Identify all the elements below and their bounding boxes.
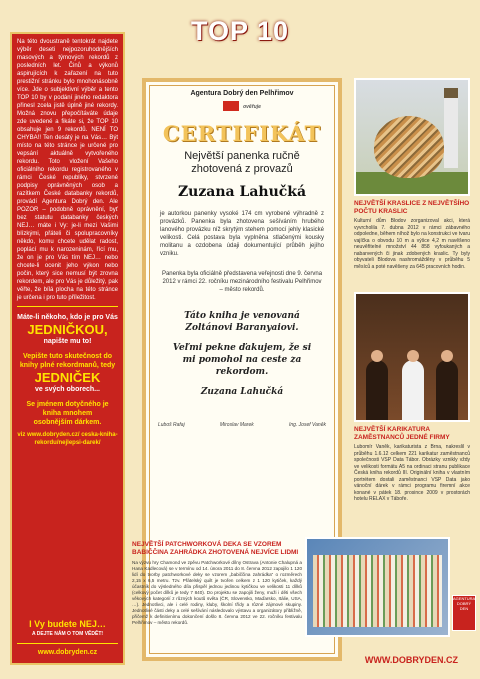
dedication-line: Zoltánovi Baranyaiovi. — [185, 323, 299, 333]
dedication-line: rekordom. — [215, 367, 269, 377]
agency-logo-icon — [223, 101, 239, 111]
divider — [17, 306, 118, 307]
dedication-line: Veľmi pekne ďakujem, že si — [172, 343, 312, 353]
easter-egg-photo — [354, 78, 470, 196]
certificate-body-2: Panenka byla oficiálně představena veřejnosti dne 9. června 2012 v rámci 22. ročníku mezinárodního festivalu Pelhřimov – město rekordů. — [161, 271, 323, 293]
patchwork-photo — [305, 537, 450, 637]
left-bottom-url[interactable]: www.dobryden.cz — [37, 649, 98, 656]
dedication-line: Táto kniha je venovaná — [184, 311, 300, 321]
person — [402, 360, 424, 420]
record-holder-name: Zuzana Lahučká — [177, 184, 307, 200]
certificate-word: CERTIFIKÁT — [162, 121, 322, 146]
person — [436, 360, 458, 420]
divider — [17, 643, 118, 644]
signature-1: Luboš Rafaj — [158, 422, 185, 428]
article-1-title: NEJVĚTŠÍ KRASLICE Z NEJVĚTŠÍHO POČTU KRASLIC — [354, 200, 470, 215]
certificate-body: je autorkou panenky vysoké 174 cm vyrobené výhradně z provázků. Panenka byla zhotovena sešíváním hrubého lanového provázku níž skrytým stehem pomocí jehly klasické velikosti. Celá postava byla vyplněna stlačenými kousky molitanu a ozdobena údaji dokumentující průběh jejího vzniku. — [160, 211, 324, 257]
person-head — [407, 350, 419, 362]
verified-label: ověřuje — [243, 103, 261, 110]
caricature-photo — [354, 292, 470, 422]
agency-badge: AGENTURA DOBRÝ DEN — [452, 595, 476, 631]
callout-1-big: JEDNIČKOU, — [27, 322, 108, 337]
article-2-title: NEJVĚTŠÍ KARIKATURA ZAMĚSTNANCŮ JEDNÉ FIRMY — [354, 426, 450, 441]
callout-1-tail: napište mu to! — [43, 338, 92, 345]
person-head — [441, 350, 453, 362]
headline-line-1: Největší panenka ručně — [184, 150, 300, 162]
signatures — [158, 422, 326, 428]
signature-2: Miroslav Marek — [219, 422, 254, 428]
person-head — [371, 350, 383, 362]
callout-2-tail: ve svých oborech... — [35, 386, 100, 393]
left-intro-text: Na této dvoustraně tentokrát najdete výběr deseti nejpozoruhodnějších masových a týmových rekordů z posledních let. Činů a výkonů aspirujících k zařazení na tuto prestižní stránku bylo mnohonásobně více. Jde o subjektivní výběr a tento TOP 10 by v podání jiného redaktora přinesl zcela jistě úplně jiné rekordy. Možná znovu přepočítáváte údaje zde uvedené a fikáte si, že TOP 10 obsahuje jen 9 rekordů. NENÍ TO CHYBA!! Ten desátý je na Vás… Být místo na této stránce je určené pro vepsání aktuálně vytvořeného rekordu. Toto vložení Vašeho oficiálního rekordu registrovaného v rámci České republiky, stvrzené podpisy oprávněných osob a razítkem České databanky rekordů, provádí Agentura Dobrý den. Ale POZOR – podobně oprávnění, byť bez statutu databanky českých NEJ… máte i Vy: je-li mezi Vašimi blízkými, přáteli či spolupracovníky někdo, komu chcete udělat radost, poplácí mu k narozeninám, řící mu, že on je pro Vás tím NEJ… nebo chcete-li ocenit jeho výkon nebo počin, který sice nemusí být zrovna rekordem, ale pro Vás je důležitý, pak věřte, že bílá plocha na této stránce je určena i pro tuto příležitost. — [17, 39, 118, 301]
article-3-text: Na výzvu hry Chamond ve zpěvu Patchworkové dílny Ostrava (Antonie Chalupná a Hana Kadlecová) se v termínu od 14. února 2011 do 8. června 2012 zapojilo 1 120 lidí do tvorby patchworkové deky se vzorem „babiččina zahrádka“ o rozměrech 2,15 x 6,5 metru. Tzv. Přátelský quilt je tvořen celkem z 1 120 kytiček, každý účastník do výsledného díla přispěl jednou jedinou kytičkou ve velikosti 11 dílků (celkový počet dílků je tedy 7 840). Do projektu se zapojili ženy, muži i děti všech věkových kategorií z různých koutů světa (ČR, Slovensko, Maďarsko, Itálie, USA, …). Jednotlivci, ale i celé rodiny, kluby, školní třídy a různé zájmové skupiny. Jednotlivé části deky a celé sešívání následovalo výstavu a organizátory přibližně, přičemž k definitivnímu dokončení došlo 8. června 2012 ve 22. ročníku festivalu Pelhřimov – město rekordů. — [132, 560, 302, 625]
certificate-agency — [154, 90, 330, 97]
left-bottom-tail: A DEJTE NÁM O TOM VĚDĚT! — [31, 631, 104, 637]
egg-sculpture — [374, 116, 444, 178]
callout-2 — [17, 352, 118, 394]
church-tower — [444, 88, 458, 168]
headline-line-2: zhotovená z provazů — [191, 163, 293, 175]
left-bottom-slogan: I Vy budete NEJ… — [29, 619, 106, 629]
signature-3: Ing. Josef Vaněk — [288, 422, 326, 428]
patchwork-quilt — [313, 555, 442, 627]
callout-3-big: osobnějším dárkem. — [33, 419, 102, 426]
person — [366, 360, 388, 420]
callout-2-small: Vepište tuto skutečnost do knihy plné rekordmanů, tedy — [19, 353, 116, 369]
article-3-title: NEJVĚTŠÍ PATCHWORKOVÁ DEKA SE VZOREM BABIČČINA ZAHRÁDKA ZHOTOVENÁ NEJVÍCE LIDMI — [132, 541, 299, 556]
dedication-signature: Zuzana Lahučká — [200, 387, 284, 397]
left-bottom — [17, 619, 118, 657]
left-column — [10, 32, 125, 665]
dedication-line: mi pomohol na ceste za — [182, 355, 302, 365]
callout-3 — [17, 400, 118, 427]
dedication — [154, 310, 330, 398]
article-2-text: Lubomír Vaněk, karikaturista z Brna, nakreslil v průběhu 1.6.12 celkem 221 karikatur zaměstnanců společnosti VSP Data Tábor. Obrázky vznikly vždy ve velikosti formátu A5 na ordinaci stranu publikace Česká kniha rekordů III. Originální kniha v vlastním portrétem dostali zaměstnanci VSP Data jako vánoční dárek v rámci programu firemní akce konané v pátek 18. prosince 2009 v prostorách hotelu RELAX v Táboře. — [354, 444, 470, 502]
article-1-text: Kulturní dům Blodov zorganizoval akci, která vyvrcholila 7. dubna 2012 v rámci zábavného odpoledne, během níhož bylo na konstrukci ve tvaru vajíčka o obvodu 10 m a výšce 4,2 m navěšeno neuvěřitelné množství 44 858 vyfoukaných a nabarvených či jinak zdobených kraslic. Ty byly obyvateli Blodova nashromážděny v průběhu 5 měsíců a poté navěšeny za 645 pracovních hodin. — [354, 218, 470, 270]
agency-name: Agentura Dobrý den Pelhřimov — [190, 90, 294, 97]
page-title: TOP 10 — [190, 16, 290, 46]
callout-1 — [17, 313, 118, 346]
footer-url[interactable]: WWW.DOBRYDEN.CZ — [364, 655, 458, 665]
callout-2-big: JEDNIČEK — [34, 370, 101, 385]
callout-3-small: Se jménem dotyčného je kniha mnohem — [26, 401, 109, 417]
certificate-headline — [154, 150, 330, 176]
callout-1-small: Máte-li někoho, kdo je pro Vás — [17, 314, 118, 321]
gift-link[interactable]: viz www.dobryden.cz/ ceska-kniha-rekordu/nejlepsi-darek/ — [17, 432, 118, 446]
certificate-verify — [154, 101, 330, 111]
